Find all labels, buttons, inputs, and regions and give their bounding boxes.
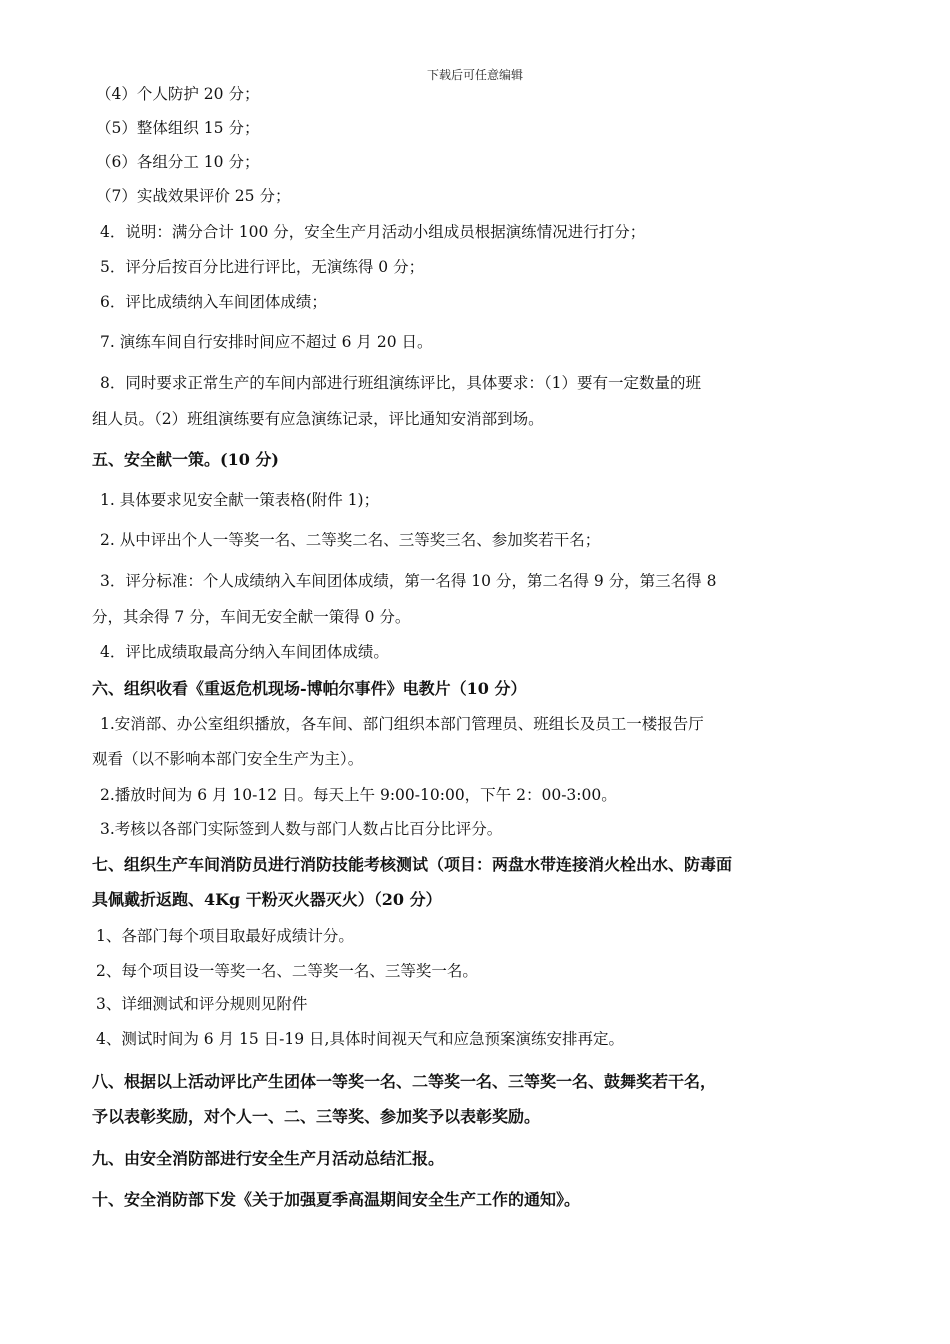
section-heading: 予以表彰奖励，对个人一、二、三等奖、参加奖予以表彰奖励。 <box>92 1107 541 1126</box>
list-item: （5）整体组织 15 分； <box>96 119 260 137</box>
list-item: 3．评分标准：个人成绩纳入车间团体成绩，第一名得 10 分，第二名得 9 分，第三名得 8 <box>100 572 717 590</box>
section-heading: 具佩戴折返跑、4Kg 干粉灭火器灭火）（20 分） <box>92 890 442 909</box>
list-item: 1. 具体要求见安全献一策表格(附件 1)； <box>100 491 380 509</box>
list-item: 观看（以不影响本部门安全生产为主）。 <box>92 750 364 768</box>
list-item: （7）实战效果评价 25 分； <box>96 187 291 205</box>
section-heading: 五、安全献一策。(10 分) <box>92 450 279 469</box>
list-item: 7. 演练车间自行安排时间应不超过 6 月 20 日。 <box>100 333 433 351</box>
section-heading: 十、安全消防部下发《关于加强夏季高温期间安全生产工作的通知》。 <box>92 1190 581 1209</box>
list-item: 6．评比成绩纳入车间团体成绩； <box>100 293 327 311</box>
list-item: 5．评分后按百分比进行评比，无演练得 0 分； <box>100 258 425 276</box>
list-item: 分，其余得 7 分，车间无安全献一策得 0 分。 <box>92 608 411 626</box>
list-item: 组人员。（2）班组演练要有应急演练记录，评比通知安消部到场。 <box>92 410 544 428</box>
list-item: 1、各部门每个项目取最好成绩计分。 <box>96 927 354 945</box>
list-item: 3.考核以各部门实际签到人数与部门人数占比百分比评分。 <box>100 820 503 838</box>
list-item: 2.播放时间为 6 月 10-12 日。每天上午 9:00-10:00，下午 2：00-3:00。 <box>100 786 617 804</box>
page-header: 下载后可任意编辑 <box>426 68 523 82</box>
section-heading: 七、组织生产车间消防员进行消防技能考核测试（项目：两盘水带连接消火栓出水、防毒面 <box>92 855 733 874</box>
list-item: 4．说明：满分合计 100 分，安全生产月活动小组成员根据演练情况进行打分； <box>100 223 646 241</box>
list-item: 3、详细测试和评分规则见附件 <box>96 995 308 1013</box>
list-item: 4、测试时间为 6 月 15 日-19 日,具体时间视天气和应急预案演练安排再定。 <box>96 1030 624 1048</box>
section-heading: 八、根据以上活动评比产生团体一等奖一名、二等奖一名、三等奖一名、鼓舞奖若干名， <box>92 1072 717 1091</box>
list-item: 1.安消部、办公室组织播放，各车间、部门组织本部门管理员、班组长及员工一楼报告厅 <box>100 715 704 733</box>
list-item: （6）各组分工 10 分； <box>96 153 260 171</box>
list-item: 8．同时要求正常生产的车间内部进行班组演练评比，具体要求：（1）要有一定数量的班 <box>100 374 701 392</box>
list-item: 2、每个项目设一等奖一名、二等奖一名、三等奖一名。 <box>96 962 478 980</box>
list-item: 2. 从中评出个人一等奖一名、二等奖二名、三等奖三名、参加奖若干名； <box>100 531 601 549</box>
section-heading: 九、由安全消防部进行安全生产月活动总结汇报。 <box>92 1149 445 1168</box>
list-item: 4．评比成绩取最高分纳入车间团体成绩。 <box>100 643 389 661</box>
list-item: （4）个人防护 20 分； <box>96 85 260 103</box>
section-heading: 六、组织收看《重返危机现场-博帕尔事件》电教片（10 分） <box>92 679 527 698</box>
